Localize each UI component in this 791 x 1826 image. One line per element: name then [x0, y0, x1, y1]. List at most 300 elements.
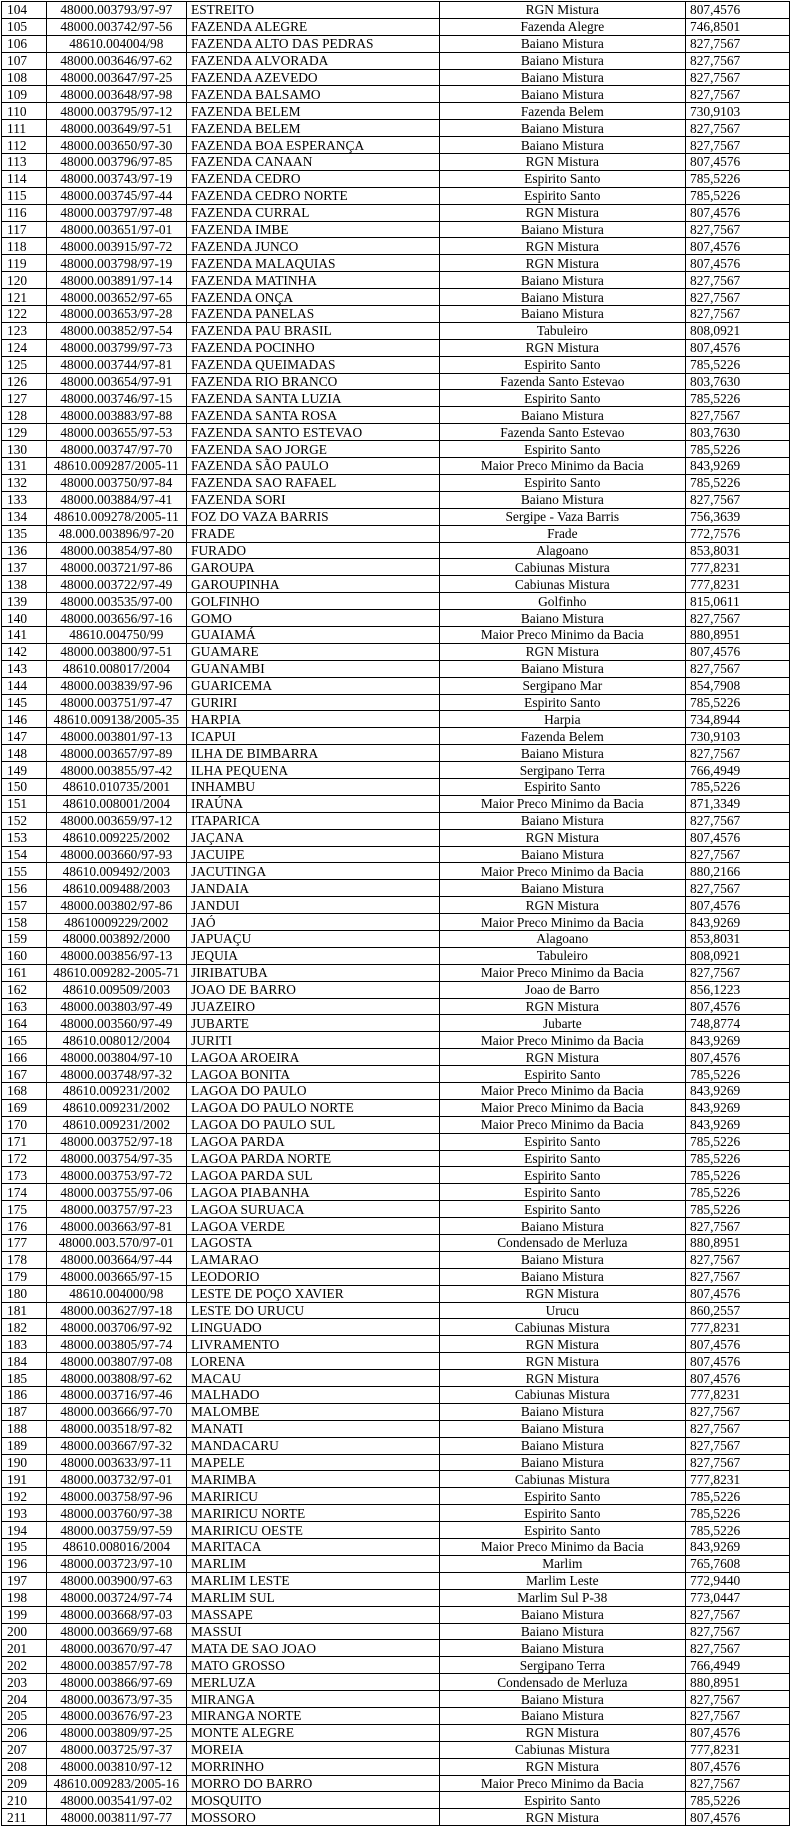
price-cell: 880,2166	[686, 863, 790, 880]
row-number-cell: 106	[2, 35, 47, 52]
field-name-cell: HARPIA	[187, 711, 440, 728]
field-name-cell: FAZENDA SORI	[187, 491, 440, 508]
price-cell: 827,7567	[686, 221, 790, 238]
price-cell: 827,7567	[686, 745, 790, 762]
row-number-cell: 126	[2, 373, 47, 390]
price-cell: 748,8774	[686, 1015, 790, 1032]
process-number-cell: 48000.003669/97-68	[46, 1623, 186, 1640]
price-cell: 827,7567	[686, 1403, 790, 1420]
field-name-cell: FAZENDA BELEM	[187, 103, 440, 120]
reference-oil-cell: Baiano Mistura	[439, 137, 685, 154]
field-name-cell: MARIRICU NORTE	[187, 1505, 440, 1522]
row-number-cell: 182	[2, 1319, 47, 1336]
row-number-cell: 125	[2, 356, 47, 373]
price-cell: 827,7567	[686, 35, 790, 52]
field-name-cell: MASSUI	[187, 1623, 440, 1640]
table-row	[2, 1623, 790, 1640]
row-number-cell: 118	[2, 238, 47, 255]
reference-oil-cell: Baiano Mistura	[439, 289, 685, 306]
row-number-cell: 153	[2, 829, 47, 846]
field-name-cell: LAGOA PARDA	[187, 1133, 440, 1150]
process-number-cell: 48000.003716/97-46	[46, 1387, 186, 1404]
process-number-cell: 48610.009509/2003	[46, 981, 186, 998]
reference-oil-cell: Tabuleiro	[439, 947, 685, 964]
process-number-cell: 48610.009282-2005-71	[46, 964, 186, 981]
price-cell: 807,4576	[686, 2, 790, 19]
reference-oil-cell: Maior Preco Minimo da Bacia	[439, 964, 685, 981]
field-name-cell: MIRANGA NORTE	[187, 1707, 440, 1724]
process-number-cell: 48610.004004/98	[46, 35, 186, 52]
row-number-cell: 142	[2, 643, 47, 660]
reference-oil-cell: RGN Mistura	[439, 339, 685, 356]
process-number-cell: 48000.003809/97-25	[46, 1724, 186, 1741]
field-name-cell: MARIRICU OESTE	[187, 1522, 440, 1539]
table-row	[2, 947, 790, 964]
table-row	[2, 491, 790, 508]
table-row	[2, 1319, 790, 1336]
table-row	[2, 930, 790, 947]
process-number-cell: 48000.003627/97-18	[46, 1302, 186, 1319]
reference-oil-cell: Maior Preco Minimo da Bacia	[439, 458, 685, 475]
table-row	[2, 103, 790, 120]
price-cell: 827,7567	[686, 1251, 790, 1268]
field-price-table	[1, 1, 790, 1826]
table-row	[2, 1336, 790, 1353]
field-name-cell: FAZENDA ALVORADA	[187, 52, 440, 69]
process-number-cell: 48000.003795/97-12	[46, 103, 186, 120]
process-number-cell: 48000.003673/97-35	[46, 1691, 186, 1708]
row-number-cell: 123	[2, 322, 47, 339]
table-row	[2, 424, 790, 441]
price-cell: 807,4576	[686, 204, 790, 221]
row-number-cell: 130	[2, 441, 47, 458]
reference-oil-cell: Fazenda Belem	[439, 728, 685, 745]
row-number-cell: 154	[2, 846, 47, 863]
reference-oil-cell: Baiano Mistura	[439, 35, 685, 52]
price-cell: 785,5226	[686, 1133, 790, 1150]
field-name-cell: JOAO DE BARRO	[187, 981, 440, 998]
field-name-cell: MATO GROSSO	[187, 1657, 440, 1674]
field-name-cell: FAZENDA POCINHO	[187, 339, 440, 356]
table-row	[2, 643, 790, 660]
process-number-cell: 48610.009287/2005-11	[46, 458, 186, 475]
table-row	[2, 407, 790, 424]
row-number-cell: 156	[2, 880, 47, 897]
reference-oil-cell: RGN Mistura	[439, 204, 685, 221]
reference-oil-cell: Baiano Mistura	[439, 610, 685, 627]
price-cell: 808,0921	[686, 322, 790, 339]
reference-oil-cell: Baiano Mistura	[439, 1251, 685, 1268]
process-number-cell: 48000.003723/97-10	[46, 1555, 186, 1572]
field-name-cell: GOLFINHO	[187, 593, 440, 610]
field-name-cell: FAZENDA CEDRO	[187, 170, 440, 187]
price-cell: 827,7567	[686, 1775, 790, 1792]
reference-oil-cell: RGN Mistura	[439, 1353, 685, 1370]
table-row	[2, 1471, 790, 1488]
row-number-cell: 198	[2, 1589, 47, 1606]
process-number-cell: 48000.003655/97-53	[46, 424, 186, 441]
table-row	[2, 1083, 790, 1100]
process-number-cell: 48000.003648/97-98	[46, 86, 186, 103]
price-cell: 827,7567	[686, 1454, 790, 1471]
row-number-cell: 137	[2, 559, 47, 576]
reference-oil-cell: Condensado de Merluza	[439, 1674, 685, 1691]
field-name-cell: GUAIAMÁ	[187, 626, 440, 643]
reference-oil-cell: Maior Preco Minimo da Bacia	[439, 1083, 685, 1100]
row-number-cell: 105	[2, 18, 47, 35]
price-cell: 807,4576	[686, 1049, 790, 1066]
table-row	[2, 812, 790, 829]
table-row	[2, 1674, 790, 1691]
table-row	[2, 1522, 790, 1539]
row-number-cell: 119	[2, 255, 47, 272]
reference-oil-cell: Espirito Santo	[439, 441, 685, 458]
price-cell: 827,7567	[686, 660, 790, 677]
table-row	[2, 559, 790, 576]
table-row	[2, 1268, 790, 1285]
reference-oil-cell: Baiano Mistura	[439, 1218, 685, 1235]
field-name-cell: GAROUPA	[187, 559, 440, 576]
field-name-cell: GAROUPINHA	[187, 576, 440, 593]
table-row	[2, 1049, 790, 1066]
price-cell: 827,7567	[686, 1437, 790, 1454]
price-cell: 827,7567	[686, 1707, 790, 1724]
price-cell: 785,5226	[686, 356, 790, 373]
price-cell: 734,8944	[686, 711, 790, 728]
process-number-cell: 48000.003535/97-00	[46, 593, 186, 610]
price-cell: 803,7630	[686, 373, 790, 390]
field-name-cell: IRAÚNA	[187, 795, 440, 812]
table-row	[2, 1437, 790, 1454]
row-number-cell: 140	[2, 610, 47, 627]
reference-oil-cell: Espirito Santo	[439, 778, 685, 795]
field-name-cell: LAGOA SURUACA	[187, 1201, 440, 1218]
process-number-cell: 48000.003811/97-77	[46, 1809, 186, 1826]
reference-oil-cell: Baiano Mistura	[439, 1623, 685, 1640]
table-row	[2, 1302, 790, 1319]
table-row	[2, 1285, 790, 1302]
table-row	[2, 69, 790, 86]
reference-oil-cell: Baiano Mistura	[439, 660, 685, 677]
row-number-cell: 175	[2, 1201, 47, 1218]
table-row	[2, 1606, 790, 1623]
table-row	[2, 137, 790, 154]
reference-oil-cell: Alagoano	[439, 542, 685, 559]
price-cell: 785,5226	[686, 1505, 790, 1522]
table-row	[2, 187, 790, 204]
row-number-cell: 185	[2, 1370, 47, 1387]
reference-oil-cell: Maior Preco Minimo da Bacia	[439, 1032, 685, 1049]
process-number-cell: 48000.003808/97-62	[46, 1370, 186, 1387]
table-row	[2, 1015, 790, 1032]
field-name-cell: ESTREITO	[187, 2, 440, 19]
row-number-cell: 168	[2, 1083, 47, 1100]
process-number-cell: 48000.003754/97-35	[46, 1150, 186, 1167]
reference-oil-cell: Espirito Santo	[439, 694, 685, 711]
field-name-cell: FURADO	[187, 542, 440, 559]
table-row	[2, 1691, 790, 1708]
price-cell: 827,7567	[686, 86, 790, 103]
field-name-cell: FAZENDA SÃO PAULO	[187, 458, 440, 475]
process-number-cell: 48610.009231/2002	[46, 1116, 186, 1133]
row-number-cell: 170	[2, 1116, 47, 1133]
reference-oil-cell: Cabiunas Mistura	[439, 1387, 685, 1404]
reference-oil-cell: Baiano Mistura	[439, 1640, 685, 1657]
row-number-cell: 181	[2, 1302, 47, 1319]
field-name-cell: MOSQUITO	[187, 1792, 440, 1809]
price-cell: 807,4576	[686, 154, 790, 171]
row-number-cell: 132	[2, 474, 47, 491]
table-row	[2, 981, 790, 998]
field-name-cell: MATA DE SAO JOAO	[187, 1640, 440, 1657]
table-row	[2, 677, 790, 694]
row-number-cell: 188	[2, 1420, 47, 1437]
price-cell: 785,5226	[686, 474, 790, 491]
field-name-cell: FAZENDA ALEGRE	[187, 18, 440, 35]
row-number-cell: 158	[2, 914, 47, 931]
row-number-cell: 203	[2, 1674, 47, 1691]
process-number-cell: 48000.003748/97-32	[46, 1066, 186, 1083]
process-number-cell: 48000.003796/97-85	[46, 154, 186, 171]
table-row	[2, 1420, 790, 1437]
process-number-cell: 48000.003915/97-72	[46, 238, 186, 255]
process-number-cell: 48000.003722/97-49	[46, 576, 186, 593]
reference-oil-cell: Joao de Barro	[439, 981, 685, 998]
reference-oil-cell: Espirito Santo	[439, 1150, 685, 1167]
reference-oil-cell: Espirito Santo	[439, 187, 685, 204]
row-number-cell: 195	[2, 1539, 47, 1556]
table-row	[2, 711, 790, 728]
price-cell: 827,7567	[686, 1691, 790, 1708]
reference-oil-cell: Maior Preco Minimo da Bacia	[439, 626, 685, 643]
price-cell: 827,7567	[686, 880, 790, 897]
reference-oil-cell: Tabuleiro	[439, 322, 685, 339]
table-row	[2, 508, 790, 525]
reference-oil-cell: RGN Mistura	[439, 643, 685, 660]
field-name-cell: JUAZEIRO	[187, 998, 440, 1015]
price-cell: 785,5226	[686, 187, 790, 204]
process-number-cell: 48000.003651/97-01	[46, 221, 186, 238]
reference-oil-cell: Alagoano	[439, 930, 685, 947]
table-row	[2, 289, 790, 306]
process-number-cell: 48000.003891/97-14	[46, 272, 186, 289]
process-number-cell: 48000.003.570/97-01	[46, 1235, 186, 1252]
row-number-cell: 167	[2, 1066, 47, 1083]
process-number-cell: 48000.003800/97-51	[46, 643, 186, 660]
row-number-cell: 191	[2, 1471, 47, 1488]
price-cell: 785,5226	[686, 1184, 790, 1201]
price-cell: 853,8031	[686, 930, 790, 947]
process-number-cell: 48000.003753/97-72	[46, 1167, 186, 1184]
row-number-cell: 139	[2, 593, 47, 610]
table-row	[2, 998, 790, 1015]
reference-oil-cell: Baiano Mistura	[439, 1268, 685, 1285]
price-cell: 827,7567	[686, 272, 790, 289]
field-name-cell: LAGOA VERDE	[187, 1218, 440, 1235]
process-number-cell: 48000.003743/97-19	[46, 170, 186, 187]
table-row	[2, 1353, 790, 1370]
row-number-cell: 121	[2, 289, 47, 306]
reference-oil-cell: Urucu	[439, 1302, 685, 1319]
field-name-cell: JAÇANA	[187, 829, 440, 846]
row-number-cell: 138	[2, 576, 47, 593]
reference-oil-cell: Espirito Santo	[439, 1066, 685, 1083]
process-number-cell: 48610.004000/98	[46, 1285, 186, 1302]
field-name-cell: JANDUI	[187, 897, 440, 914]
price-cell: 827,7567	[686, 1640, 790, 1657]
reference-oil-cell: Maior Preco Minimo da Bacia	[439, 914, 685, 931]
row-number-cell: 120	[2, 272, 47, 289]
reference-oil-cell: Cabiunas Mistura	[439, 1471, 685, 1488]
process-number-cell: 48000.003797/97-48	[46, 204, 186, 221]
table-row	[2, 795, 790, 812]
reference-oil-cell: RGN Mistura	[439, 238, 685, 255]
table-row	[2, 914, 790, 931]
row-number-cell: 165	[2, 1032, 47, 1049]
process-number-cell: 48610.009138/2005-35	[46, 711, 186, 728]
field-name-cell: GUAMARE	[187, 643, 440, 660]
process-number-cell: 48000.003646/97-62	[46, 52, 186, 69]
process-number-cell: 48000.003751/97-47	[46, 694, 186, 711]
process-number-cell: 48610.009283/2005-16	[46, 1775, 186, 1792]
field-name-cell: LAGOA BONITA	[187, 1066, 440, 1083]
field-name-cell: FAZENDA SANTA ROSA	[187, 407, 440, 424]
table-row	[2, 1792, 790, 1809]
reference-oil-cell: Baiano Mistura	[439, 1420, 685, 1437]
price-cell: 785,5226	[686, 1488, 790, 1505]
reference-oil-cell: Baiano Mistura	[439, 52, 685, 69]
table-row	[2, 897, 790, 914]
table-row	[2, 154, 790, 171]
process-number-cell: 48610.009488/2003	[46, 880, 186, 897]
table-row	[2, 255, 790, 272]
table-row	[2, 1201, 790, 1218]
field-name-cell: FAZENDA RIO BRANCO	[187, 373, 440, 390]
row-number-cell: 164	[2, 1015, 47, 1032]
table-row	[2, 1809, 790, 1826]
reference-oil-cell: Baiano Mistura	[439, 1454, 685, 1471]
process-number-cell: 48000.003801/97-13	[46, 728, 186, 745]
row-number-cell: 206	[2, 1724, 47, 1741]
row-number-cell: 180	[2, 1285, 47, 1302]
field-name-cell: LAGOSTA	[187, 1235, 440, 1252]
row-number-cell: 129	[2, 424, 47, 441]
process-number-cell: 48000.003852/97-54	[46, 322, 186, 339]
process-number-cell: 48000.003653/97-28	[46, 306, 186, 323]
process-number-cell: 48000.003654/97-91	[46, 373, 186, 390]
field-name-cell: MANATI	[187, 1420, 440, 1437]
process-number-cell: 48000.003857/97-78	[46, 1657, 186, 1674]
row-number-cell: 184	[2, 1353, 47, 1370]
process-number-cell: 48610.004750/99	[46, 626, 186, 643]
process-number-cell: 48000.003666/97-70	[46, 1403, 186, 1420]
row-number-cell: 149	[2, 762, 47, 779]
table-row	[2, 322, 790, 339]
process-number-cell: 48000.003656/97-16	[46, 610, 186, 627]
row-number-cell: 204	[2, 1691, 47, 1708]
field-name-cell: LAGOA DO PAULO	[187, 1083, 440, 1100]
reference-oil-cell: Maior Preco Minimo da Bacia	[439, 1099, 685, 1116]
price-cell: 807,4576	[686, 1353, 790, 1370]
table-row	[2, 1184, 790, 1201]
field-name-cell: FAZENDA CANAAN	[187, 154, 440, 171]
row-number-cell: 163	[2, 998, 47, 1015]
reference-oil-cell: Frade	[439, 525, 685, 542]
row-number-cell: 131	[2, 458, 47, 475]
table-row	[2, 120, 790, 137]
field-name-cell: FAZENDA SAO JORGE	[187, 441, 440, 458]
reference-oil-cell: Espirito Santo	[439, 1184, 685, 1201]
row-number-cell: 148	[2, 745, 47, 762]
row-number-cell: 176	[2, 1218, 47, 1235]
table-row	[2, 1454, 790, 1471]
table-row	[2, 846, 790, 863]
table-row	[2, 1775, 790, 1792]
price-cell: 766,4949	[686, 1657, 790, 1674]
process-number-cell: 48000.003670/97-47	[46, 1640, 186, 1657]
field-name-cell: FAZENDA BOA ESPERANÇA	[187, 137, 440, 154]
field-name-cell: FAZENDA SAO RAFAEL	[187, 474, 440, 491]
price-cell: 785,5226	[686, 390, 790, 407]
field-name-cell: MACAU	[187, 1370, 440, 1387]
field-name-cell: ILHA DE BIMBARRA	[187, 745, 440, 762]
process-number-cell: 48000.003799/97-73	[46, 339, 186, 356]
reference-oil-cell: Baiano Mistura	[439, 69, 685, 86]
row-number-cell: 157	[2, 897, 47, 914]
table-row	[2, 1032, 790, 1049]
process-number-cell: 48000.003755/97-06	[46, 1184, 186, 1201]
table-row	[2, 778, 790, 795]
field-name-cell: FAZENDA PAU BRASIL	[187, 322, 440, 339]
field-name-cell: ICAPUI	[187, 728, 440, 745]
table-row	[2, 525, 790, 542]
process-number-cell: 48000.003724/97-74	[46, 1589, 186, 1606]
field-name-cell: FAZENDA SANTO ESTEVAO	[187, 424, 440, 441]
table-row	[2, 1572, 790, 1589]
reference-oil-cell: Baiano Mistura	[439, 1606, 685, 1623]
process-number-cell: 48000.003663/97-81	[46, 1218, 186, 1235]
field-name-cell: MASSAPE	[187, 1606, 440, 1623]
price-cell: 785,5226	[686, 1167, 790, 1184]
table-row	[2, 35, 790, 52]
reference-oil-cell: RGN Mistura	[439, 1049, 685, 1066]
process-number-cell: 48000.003647/97-25	[46, 69, 186, 86]
process-number-cell: 48.000.003896/97-20	[46, 525, 186, 542]
row-number-cell: 122	[2, 306, 47, 323]
row-number-cell: 193	[2, 1505, 47, 1522]
process-number-cell: 48000.003900/97-63	[46, 1572, 186, 1589]
process-number-cell: 48000.003721/97-86	[46, 559, 186, 576]
reference-oil-cell: Sergipe - Vaza Barris	[439, 508, 685, 525]
field-name-cell: FRADE	[187, 525, 440, 542]
reference-oil-cell: Marlim Leste	[439, 1572, 685, 1589]
price-cell: 843,9269	[686, 1099, 790, 1116]
reference-oil-cell: Baiano Mistura	[439, 745, 685, 762]
process-number-cell: 48610.009225/2002	[46, 829, 186, 846]
price-cell: 860,2557	[686, 1302, 790, 1319]
price-cell: 785,5226	[686, 1150, 790, 1167]
field-name-cell: MARIRICU	[187, 1488, 440, 1505]
row-number-cell: 205	[2, 1707, 47, 1724]
row-number-cell: 174	[2, 1184, 47, 1201]
row-number-cell: 171	[2, 1133, 47, 1150]
reference-oil-cell: Cabiunas Mistura	[439, 576, 685, 593]
reference-oil-cell: Maior Preco Minimo da Bacia	[439, 1116, 685, 1133]
reference-oil-cell: Espirito Santo	[439, 474, 685, 491]
field-name-cell: FAZENDA SANTA LUZIA	[187, 390, 440, 407]
row-number-cell: 187	[2, 1403, 47, 1420]
process-number-cell: 48000.003664/97-44	[46, 1251, 186, 1268]
